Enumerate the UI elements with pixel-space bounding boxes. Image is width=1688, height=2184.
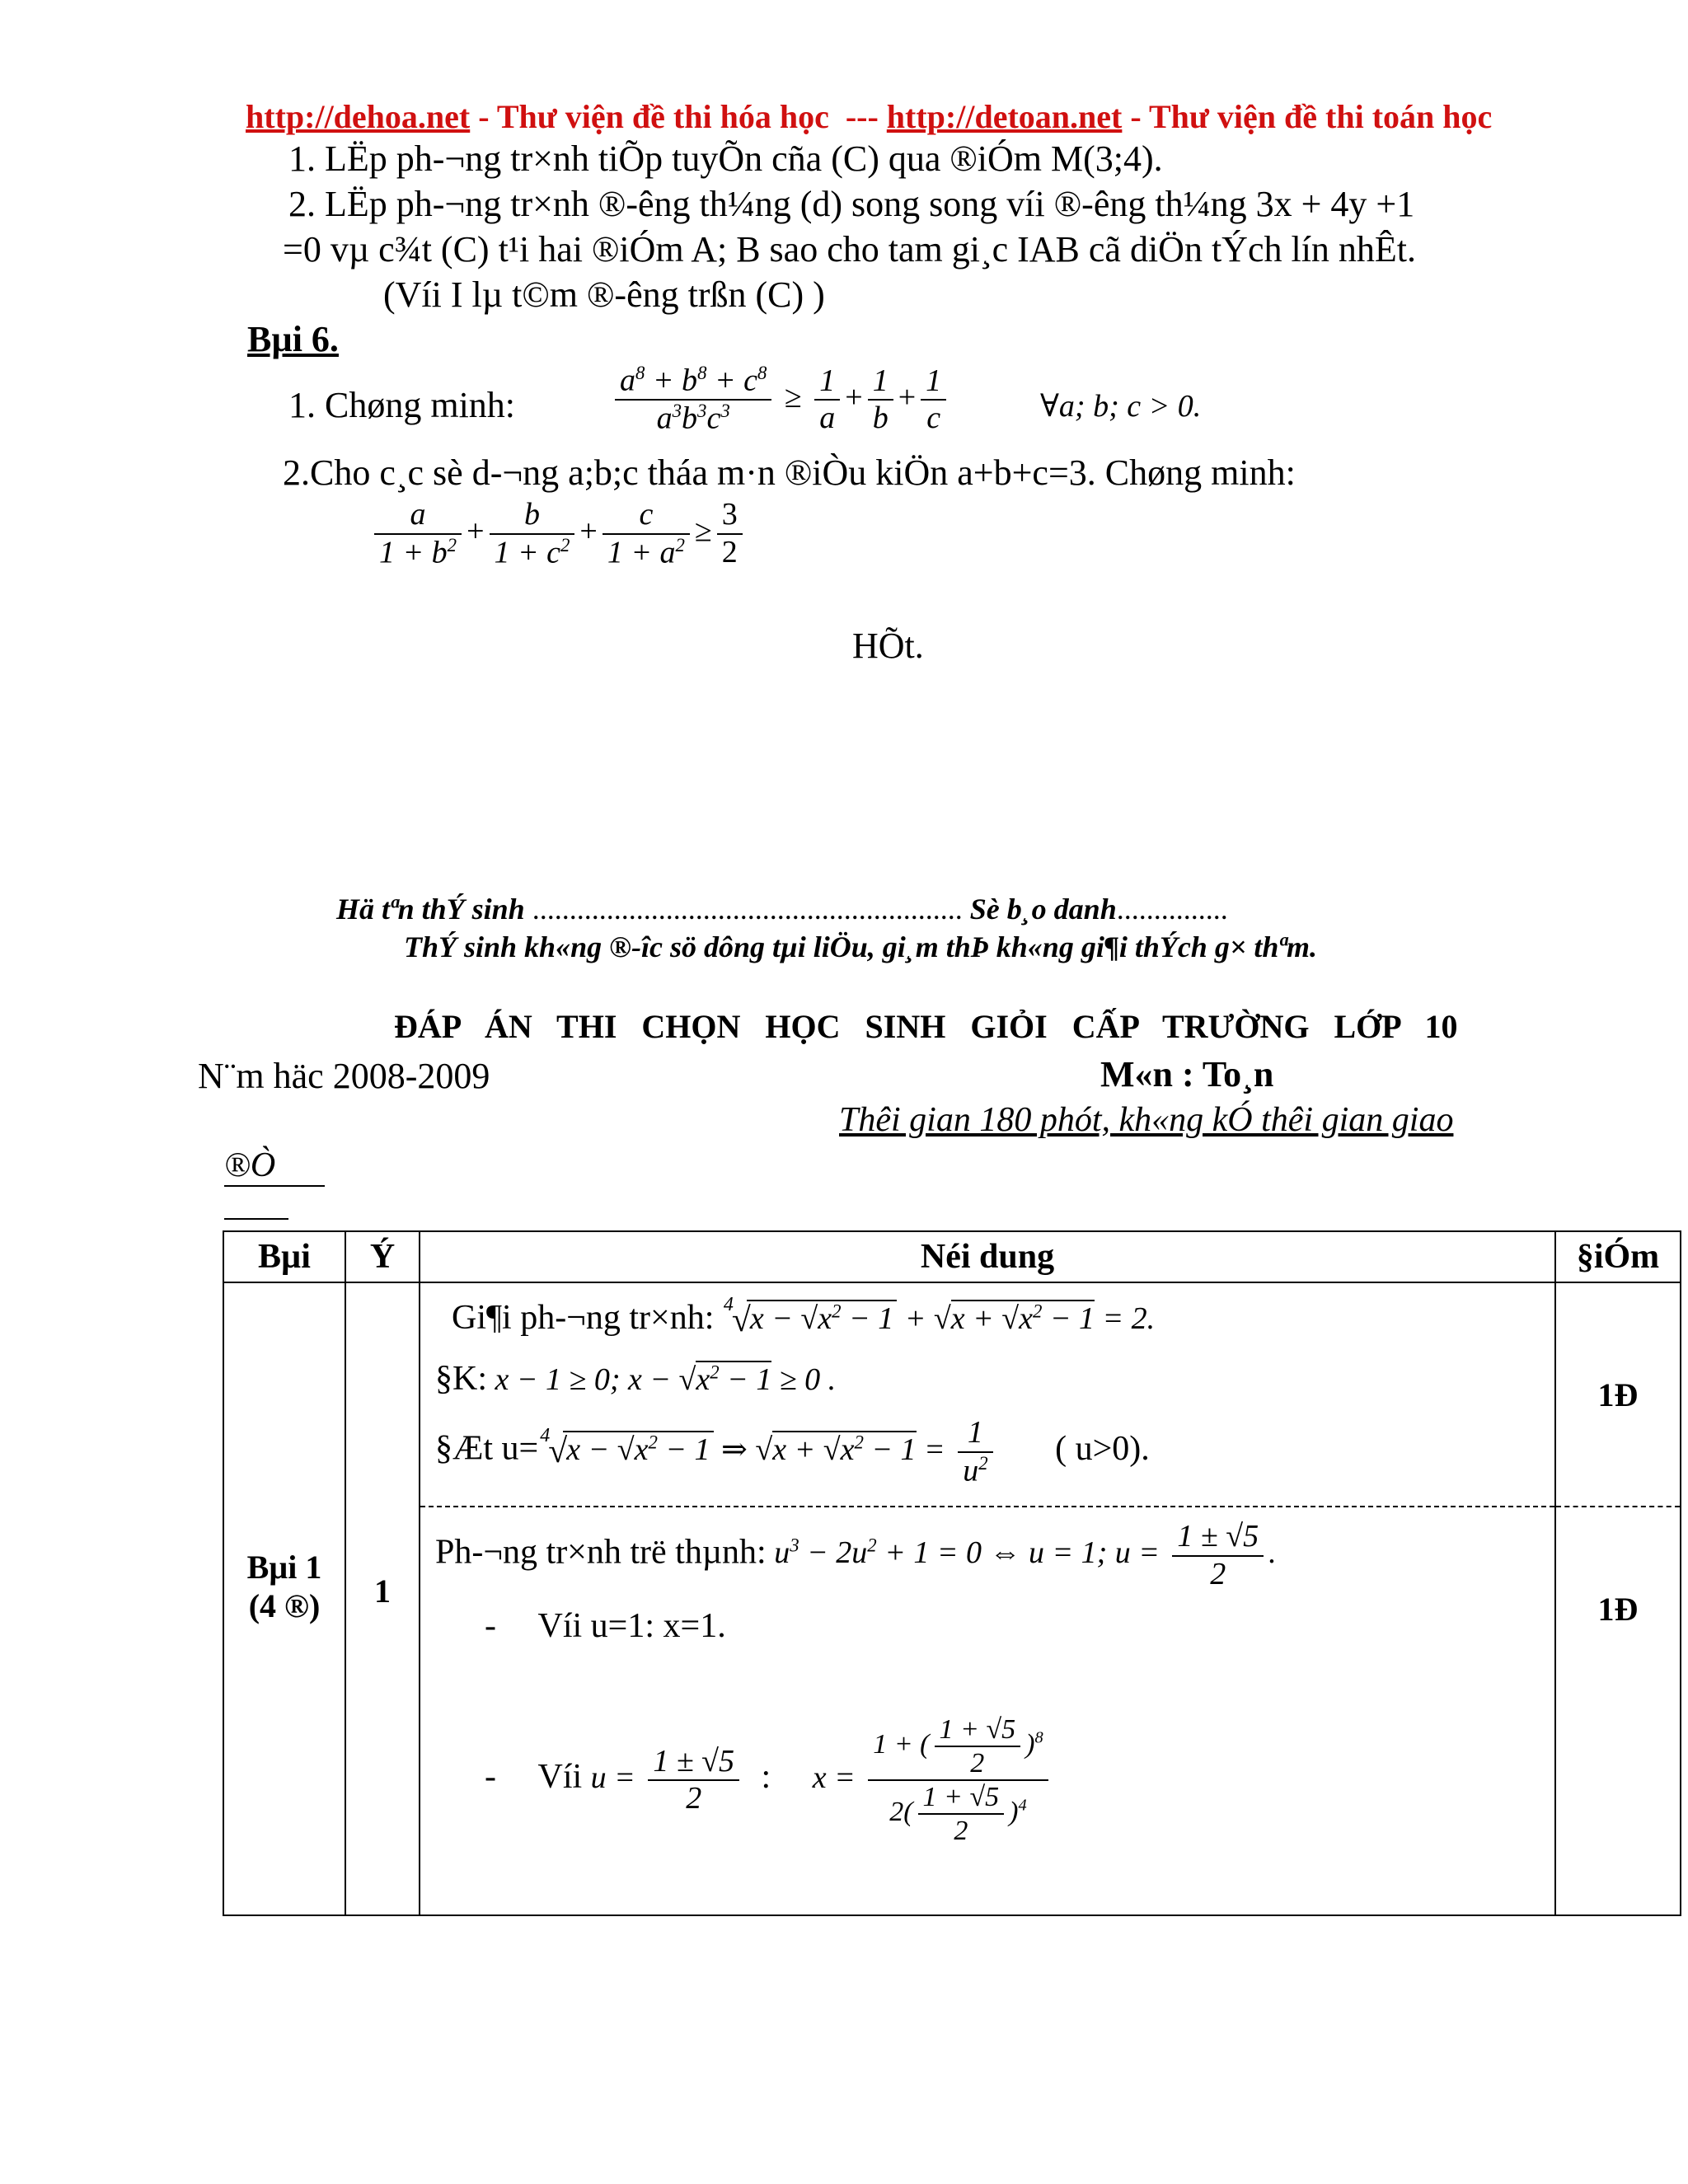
candidate-line (336, 892, 1228, 926)
case2-x-expr: x = 1 + ( $\frac{1 + √5}{2}$ )$^8$ 2( $\frac{1 + √5}{2}$ )$^4$ (813, 1760, 1053, 1795)
geq-symbol: ≥ (784, 380, 802, 415)
answer-time: Thêi gian 180 phót, kh«ng kÓ thêi gian giao (839, 1101, 1454, 1139)
dat-line (435, 1415, 1150, 1489)
case2-colon: : (761, 1757, 771, 1796)
fraction-1-over-a: $\frac{1}{a}$ (814, 363, 840, 437)
case2-u-expr: u = $\frac{1 \pm √5}{2}$ (591, 1760, 744, 1795)
score-2: 1Đ (1597, 1591, 1639, 1628)
dat-cond: ( u>0). (1055, 1429, 1150, 1468)
pt-line (435, 1519, 1277, 1592)
header-text-dehoa: - Thư viện đề thi hóa học (470, 98, 829, 135)
score-1: 1Đ (1556, 1283, 1680, 1507)
table-header-row (223, 1231, 1681, 1282)
case2-text: Víi (537, 1757, 583, 1796)
candidate-note: ThÝ sinh kh«ng ®-îc sö dông tµi liÖu, gi¸m thÞ kh«ng gi¶i thÝch g× thªm. (404, 930, 1317, 963)
q5-item-1: 1. LËp ph-¬ng tr×nh tiÕp tuyÕn cña (C) qua ®iÓm M(3;4). (288, 138, 1163, 179)
dk-label: §K: (435, 1360, 487, 1398)
q5-item-2-line1: 2. LËp ph-¬ng tr×nh ®-êng th¼ng (d) song song víi ®-êng th¼ng 3x + 4y +1 (288, 184, 1415, 224)
header-y: Ý (345, 1231, 420, 1282)
y-label: 1 (374, 1572, 391, 1610)
inequality-1: $\frac{a^8 + b^8 + c^8}{a^3b^3c^3}$ ≥ $\frac{1}{a}$ + $\frac{1}{b}$ + $\frac{1}{c}$ (610, 363, 951, 438)
fraction-a: $\frac{a}{1 + b^2}$ (374, 497, 462, 571)
fraction-1-over-b: $\frac{1}{b}$ (868, 363, 893, 437)
q5-item-2-line2: =0 vµ c¾t (C) t¹i hai ®iÓm A; B sao cho tam gi¸c IAB cã diÖn tÝch lín nhÊt. (283, 229, 1417, 269)
case1-text: Víi u=1: x=1. (537, 1607, 726, 1645)
case2-dash: - (485, 1757, 496, 1796)
answer-de: ®Ò (224, 1146, 325, 1187)
candidate-sbd-label: Sè b¸o danh (962, 893, 1117, 926)
dk-condition: x − 1 ≥ 0; $x - √x^2 - 1 \ge 0$ . (495, 1361, 837, 1397)
bai-label: Bµi 1 (246, 1549, 322, 1586)
candidate-name-dots: .......................................................... (524, 893, 963, 926)
dat-label: §Æt u= (435, 1429, 539, 1468)
table-row (223, 1282, 1681, 1915)
content-part-1 (420, 1283, 1554, 1507)
score-2-wrap (1556, 1507, 1680, 1915)
fraction-c: $\frac{c}{1 + a^2}$ (603, 497, 690, 571)
header-link-dehoa[interactable]: http://dehoa.net (246, 98, 471, 135)
bai-cell (223, 1282, 345, 1915)
pt-label: Ph-¬ng tr×nh trë thµnh: (435, 1533, 767, 1572)
header-bar (246, 97, 1492, 136)
content-part-2 (420, 1507, 1554, 1915)
fraction-1-over-c: $\frac{1}{c}$ (921, 363, 946, 437)
fraction-lhs: $\frac{a^8 + b^8 + c^8}{a^3b^3c^3}$ (615, 363, 771, 438)
header-separator: --- (828, 98, 887, 135)
answer-table (223, 1230, 1681, 1916)
solve-line (452, 1294, 1156, 1339)
y-cell (345, 1282, 420, 1915)
end-mark: HÕt. (852, 626, 924, 666)
q6-item-2: 2.Cho c¸c sè d-¬ng a;b;c tháa m·n ®iÒu kiÖn a+b+c=3. Chøng minh: (283, 452, 1296, 493)
solve-label: Gi¶i ph-¬ng tr×nh: (452, 1299, 715, 1337)
candidate-sbd-dots: ............... (1116, 893, 1228, 926)
case1-dash: - (485, 1607, 496, 1645)
bai-points: (4 ®) (248, 1587, 321, 1624)
header-link-detoan[interactable]: http://detoan.net (886, 98, 1123, 135)
case1-line (485, 1606, 726, 1646)
answer-rule (224, 1218, 288, 1220)
fraction-b: $\frac{b}{1 + c^2}$ (490, 497, 575, 571)
header-text-detoan: - Thư viện đề thi toán học (1122, 98, 1493, 135)
q6-title: Bµi 6. (247, 319, 339, 359)
pt-equation: $u^3 - 2u^2 + 1 = 0$ ⇔ u = 1; u = $\frac{1 \pm √5}{2}$ . (774, 1519, 1277, 1591)
header-noi-dung: Néi dung (420, 1231, 1555, 1282)
answer-subject: M«n : To¸n (1100, 1054, 1274, 1094)
inequality-2: $\frac{a}{1 + b^2}$ + $\frac{b}{1 + c^2}$ + $\frac{c}{1 + a^2}$ ≥ $\frac{3}{2}$ (369, 497, 748, 571)
answer-title: ĐÁP ÁN THI CHỌN HỌC SINH GIỎI CẤP TRƯỜNG LỚP 10 (394, 1008, 1458, 1045)
score-cell (1555, 1282, 1681, 1915)
case2-line (485, 1713, 1053, 1847)
header-bai: Bµi (223, 1231, 345, 1282)
dat-expression: 4 √ $x - √x^2 - 1$ ⇒ $√x + √x^2 - 1$ = $\frac{1}{u^2}$ (538, 1432, 997, 1467)
content-cell (420, 1282, 1555, 1915)
answer-year: N¨m häc 2008-2009 (198, 1056, 490, 1096)
solve-equation: 4 √ $x - √x^2 - 1 + √x + √x^2 - 1 = 2$. (723, 1294, 1156, 1339)
candidate-name-label: Hä tªn thÝ sinh (336, 893, 525, 926)
forall-condition: ∀a; b; c > 0. (1040, 389, 1202, 424)
header-diem: §iÓm (1555, 1231, 1681, 1282)
dk-line (435, 1359, 836, 1399)
q5-note: (Víi I lµ t©m ®-êng trßn (C) ) (383, 274, 825, 315)
q6-item-1-label: 1. Chøng minh: (288, 385, 516, 425)
fraction-3-over-2: $\frac{3}{2}$ (717, 497, 743, 570)
